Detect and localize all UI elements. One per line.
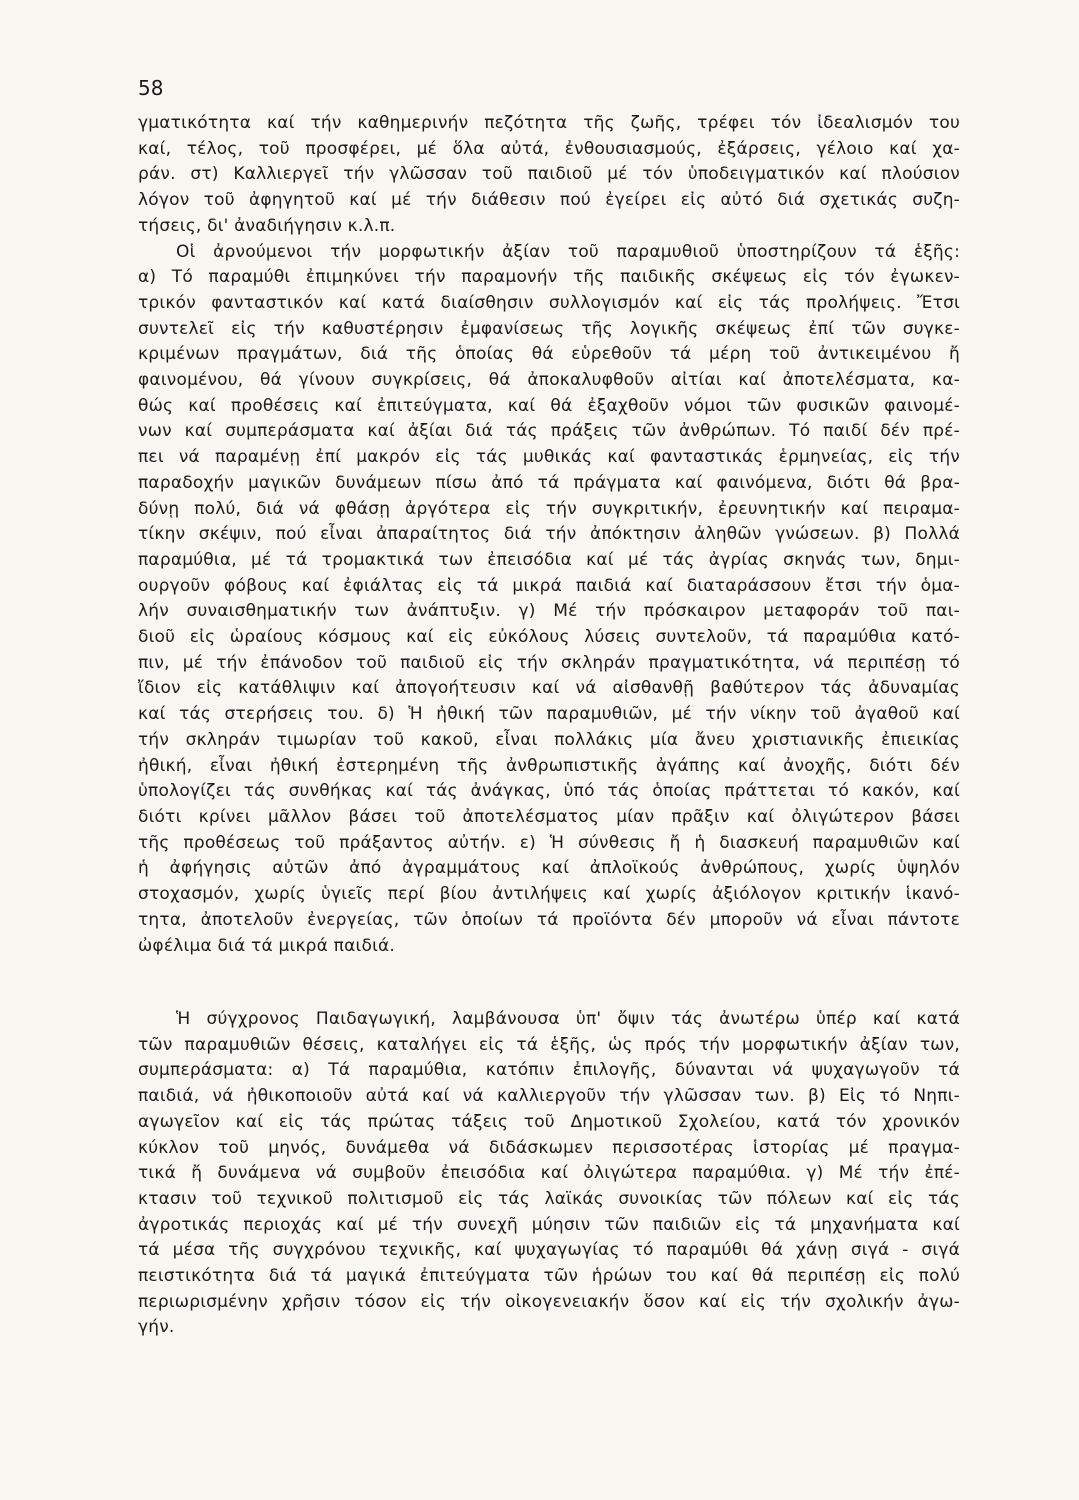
text-line: περιωρισμένην χρῆσιν τόσον εἰς τήν οἰκογενειακήν ὅσον καί εἰς τήν σχολικήν ἀγω- (138, 1291, 960, 1312)
page-number: 58 (138, 76, 164, 100)
body-text-paragraph-2 (138, 1007, 960, 1341)
text-line: α) Τό παραμύθι ἐπιμηκύνει τήν παραμονήν τῆς παιδικῆς σκέψεως εἰς τόν ἐγωκεν- (138, 267, 960, 288)
text-line: καί τάς στερήσεις του. δ) Ἡ ἠθική τῶν παραμυθιῶν, μέ τήν νίκην τοῦ ἀγαθοῦ καί (138, 704, 960, 725)
text-line: τά μέσα τῆς συγχρόνου τεχνικῆς, καί ψυχαγωγίας τό παραμύθι θά χάνῃ σιγά - σιγά (138, 1240, 960, 1261)
text-line: Ἡ σύγχρονος Παιδαγωγική, λαμβάνουσα ὑπ' ὄψιν τάς ἀνωτέρω ὑπέρ καί κατά (176, 1009, 960, 1029)
text-line: τῶν παραμυθιῶν θέσεις, καταλήγει εἰς τά ἑξῆς, ὡς πρός τήν μορφωτικήν ἀξίαν των, (138, 1034, 960, 1055)
text-line: δύνῃ πολύ, διά νά φθάσῃ ἀργότερα εἰς τήν συγκριτικήν, ἐρευνητικήν καί πειραμα- (138, 498, 960, 519)
text-line: Οἱ ἀρνούμενοι τήν μορφωτικήν ἀξίαν τοῦ παραμυθιοῦ ὑποστηρίζουν τά ἑξῆς: (176, 241, 960, 262)
text-line: αγωγεῖον καί εἰς τάς πρώτας τάξεις τοῦ Δημοτικοῦ Σχολείου, κατά τόν χρονικόν (138, 1111, 960, 1132)
text-line: τῆς προθέσεως τοῦ πράξαντος αὐτήν. ε) Ἡ σύνθεσις ἤ ἡ διασκευή παραμυθιῶν καί (138, 832, 960, 853)
text-line: συμπεράσματα: α) Τά παραμύθια, κατόπιν ἐπιλογῆς, δύνανται νά ψυχαγωγοῦν τά (138, 1060, 960, 1081)
text-line: τητα, ἀποτελοῦν ἐνεργείας, τῶν ὁποίων τά προϊόντα δέν μποροῦν νά εἶναι πάντοτε (138, 909, 960, 930)
text-line: ουργοῦν φόβους καί ἐφιάλτας εἰς τά μικρά παιδιά καί διαταράσσουν ἔτσι τήν ὁμα- (138, 575, 960, 596)
text-line: ράν. στ) Καλλιεργεῖ τήν γλῶσσαν τοῦ παιδιοῦ μέ τόν ὑποδειγματικόν καί πλούσιον (138, 164, 960, 185)
text-line: παραδοχήν μαγικῶν δυνάμεων πίσω ἀπό τά πράγματα καί φαινόμενα, διότι θά βρα- (138, 472, 960, 493)
text-line: στοχασμόν, χωρίς ὑγιεῖς περί βίου ἀντιλήψεις καί χωρίς ἀξιόλογον κριτικήν ἱκανό- (138, 884, 960, 905)
text-line: τήσεις, δι' ἀναδιήγησιν κ.λ.π. (138, 215, 396, 236)
body-text-paragraph-1 (138, 111, 960, 959)
text-line: τήν σκληράν τιμωρίαν τοῦ κακοῦ, εἶναι πολλάκις μία ἄνευ χριστιανικῆς ἐπιεικίας (138, 729, 960, 750)
text-line: ἴδιον εἰς κατάθλιψιν καί ἀπογοήτευσιν καί νά αἰσθανθῇ βαθύτερον τάς ἀδυναμίας (138, 678, 960, 699)
text-line: παραμύθια, μέ τά τρομακτικά των ἐπεισόδια καί μέ τάς ἀγρίας σκηνάς των, δημι- (138, 549, 960, 570)
text-line: κύκλον τοῦ μηνός, δυνάμεθα νά διδάσκωμεν περισσοτέρας ἱστορίας μέ πραγμα- (138, 1137, 960, 1158)
text-line: ὠφέλιμα διά τά μικρά παιδιά. (138, 935, 396, 956)
text-line: ἡ ἀφήγησις αὐτῶν ἀπό ἀγραμμάτους καί ἀπλοϊκούς ἀνθρώπους, χωρίς ὑψηλόν (138, 858, 960, 879)
text-line: κριμένων πραγμάτων, διά τῆς ὁποίας θά εὑρεθοῦν τά μέρη τοῦ ἀντικειμένου ἤ (138, 344, 960, 365)
text-line: ἠθική, εἶναι ἠθική ἐστερημένη τῆς ἀνθρωπιστικῆς ἀγάπης καί ἀνοχῆς, διότι δέν (138, 755, 960, 776)
text-line: θώς καί προθέσεις καί ἐπιτεύγματα, καί θά ἐξαχθοῦν νόμοι τῶν φυσικῶν φαινομέ- (138, 395, 960, 416)
text-line: λόγον τοῦ ἀφηγητοῦ καί μέ τήν διάθεσιν πού ἐγείρει εἰς αὐτό διά σχετικάς συζη- (138, 190, 960, 211)
text-line: κτασιν τοῦ τεχνικοῦ πολιτισμοῦ εἰς τάς λαϊκάς συνοικίας τῶν πόλεων καί εἰς τάς (138, 1188, 960, 1209)
text-line: γήν. (138, 1317, 175, 1338)
text-line: τικά ἤ δυνάμενα νά συμβοῦν ἐπεισόδια καί ὀλιγώτερα παραμύθια. γ) Μέ τήν ἐπέ- (138, 1163, 960, 1184)
text-line: φαινομένου, θά γίνουν συγκρίσεις, θά ἀποκαλυφθοῦν αἰτίαι καί ἀποτελέσματα, κα- (138, 370, 960, 391)
text-line: ἀγροτικάς περιοχάς καί μέ τήν συνεχῆ μύησιν τῶν παιδιῶν εἰς τά μηχανήματα καί (138, 1214, 960, 1235)
text-line: τρικόν φανταστικόν καί κατά διαίσθησιν συλλογισμόν καί εἰς τάς προλήψεις. Ἔτσι (138, 292, 960, 313)
text-line: πειστικότητα διά τά μαγικά ἐπιτεύγματα τῶν ἡρώων του καί θά περιπέσῃ εἰς πολύ (138, 1266, 960, 1287)
text-line: διοῦ εἰς ὡραίους κόσμους καί εἰς εὐκόλους λύσεις συντελοῦν, τά παραμύθια κατό- (138, 627, 960, 648)
text-line: λήν συναισθηματικήν των ἀνάπτυξιν. γ) Μέ τήν πρόσκαιρον μεταφοράν τοῦ παι- (138, 601, 960, 622)
text-line: διότι κρίνει μᾶλλον βάσει τοῦ ἀποτελέσματος μίαν πρᾶξιν καί ὀλιγώτερον βάσει (138, 806, 960, 827)
text-line: πιν, μέ τήν ἐπάνοδον τοῦ παιδιοῦ εἰς τήν σκληράν πραγματικότητα, νά περιπέσῃ τό (138, 652, 960, 673)
text-line: γματικότητα καί τήν καθημερινήν πεζότητα τῆς ζωῆς, τρέφει τόν ἰδεαλισμόν του (138, 113, 960, 133)
text-line: νων καί συμπεράσματα καί ἀξίαι διά τάς πράξεις τῶν ἀνθρώπων. Τό παιδί δέν πρέ- (138, 421, 960, 442)
text-line: πει νά παραμένῃ ἐπί μακρόν εἰς τάς μυθικάς καί φανταστικάς ἑρμηνείας, εἰς τήν (138, 447, 960, 468)
text-line: τίκην σκέψιν, πού εἶναι ἀπαραίτητος διά τήν ἀπόκτησιν ἀληθῶν γνώσεων. β) Πολλά (138, 524, 960, 545)
text-line: ὑπολογίζει τάς συνθήκας καί τάς ἀνάγκας, ὑπό τάς ὁποίας πράττεται τό κακόν, καί (138, 781, 960, 802)
text-line: συντελεῖ εἰς τήν καθυστέρησιν ἐμφανίσεως τῆς λογικῆς σκέψεως ἐπί τῶν συγκε- (138, 318, 960, 339)
text-line: καί, τέλος, τοῦ προσφέρει, μέ ὅλα αὐτά, ἐνθουσιασμούς, ἐξάρσεις, γέλοιο καί χα- (138, 138, 960, 159)
text-line: παιδιά, νά ἠθικοποιοῦν αὐτά καί νά καλλιεργοῦν τήν γλῶσσαν των. β) Εἰς τό Νηπι- (138, 1086, 960, 1107)
